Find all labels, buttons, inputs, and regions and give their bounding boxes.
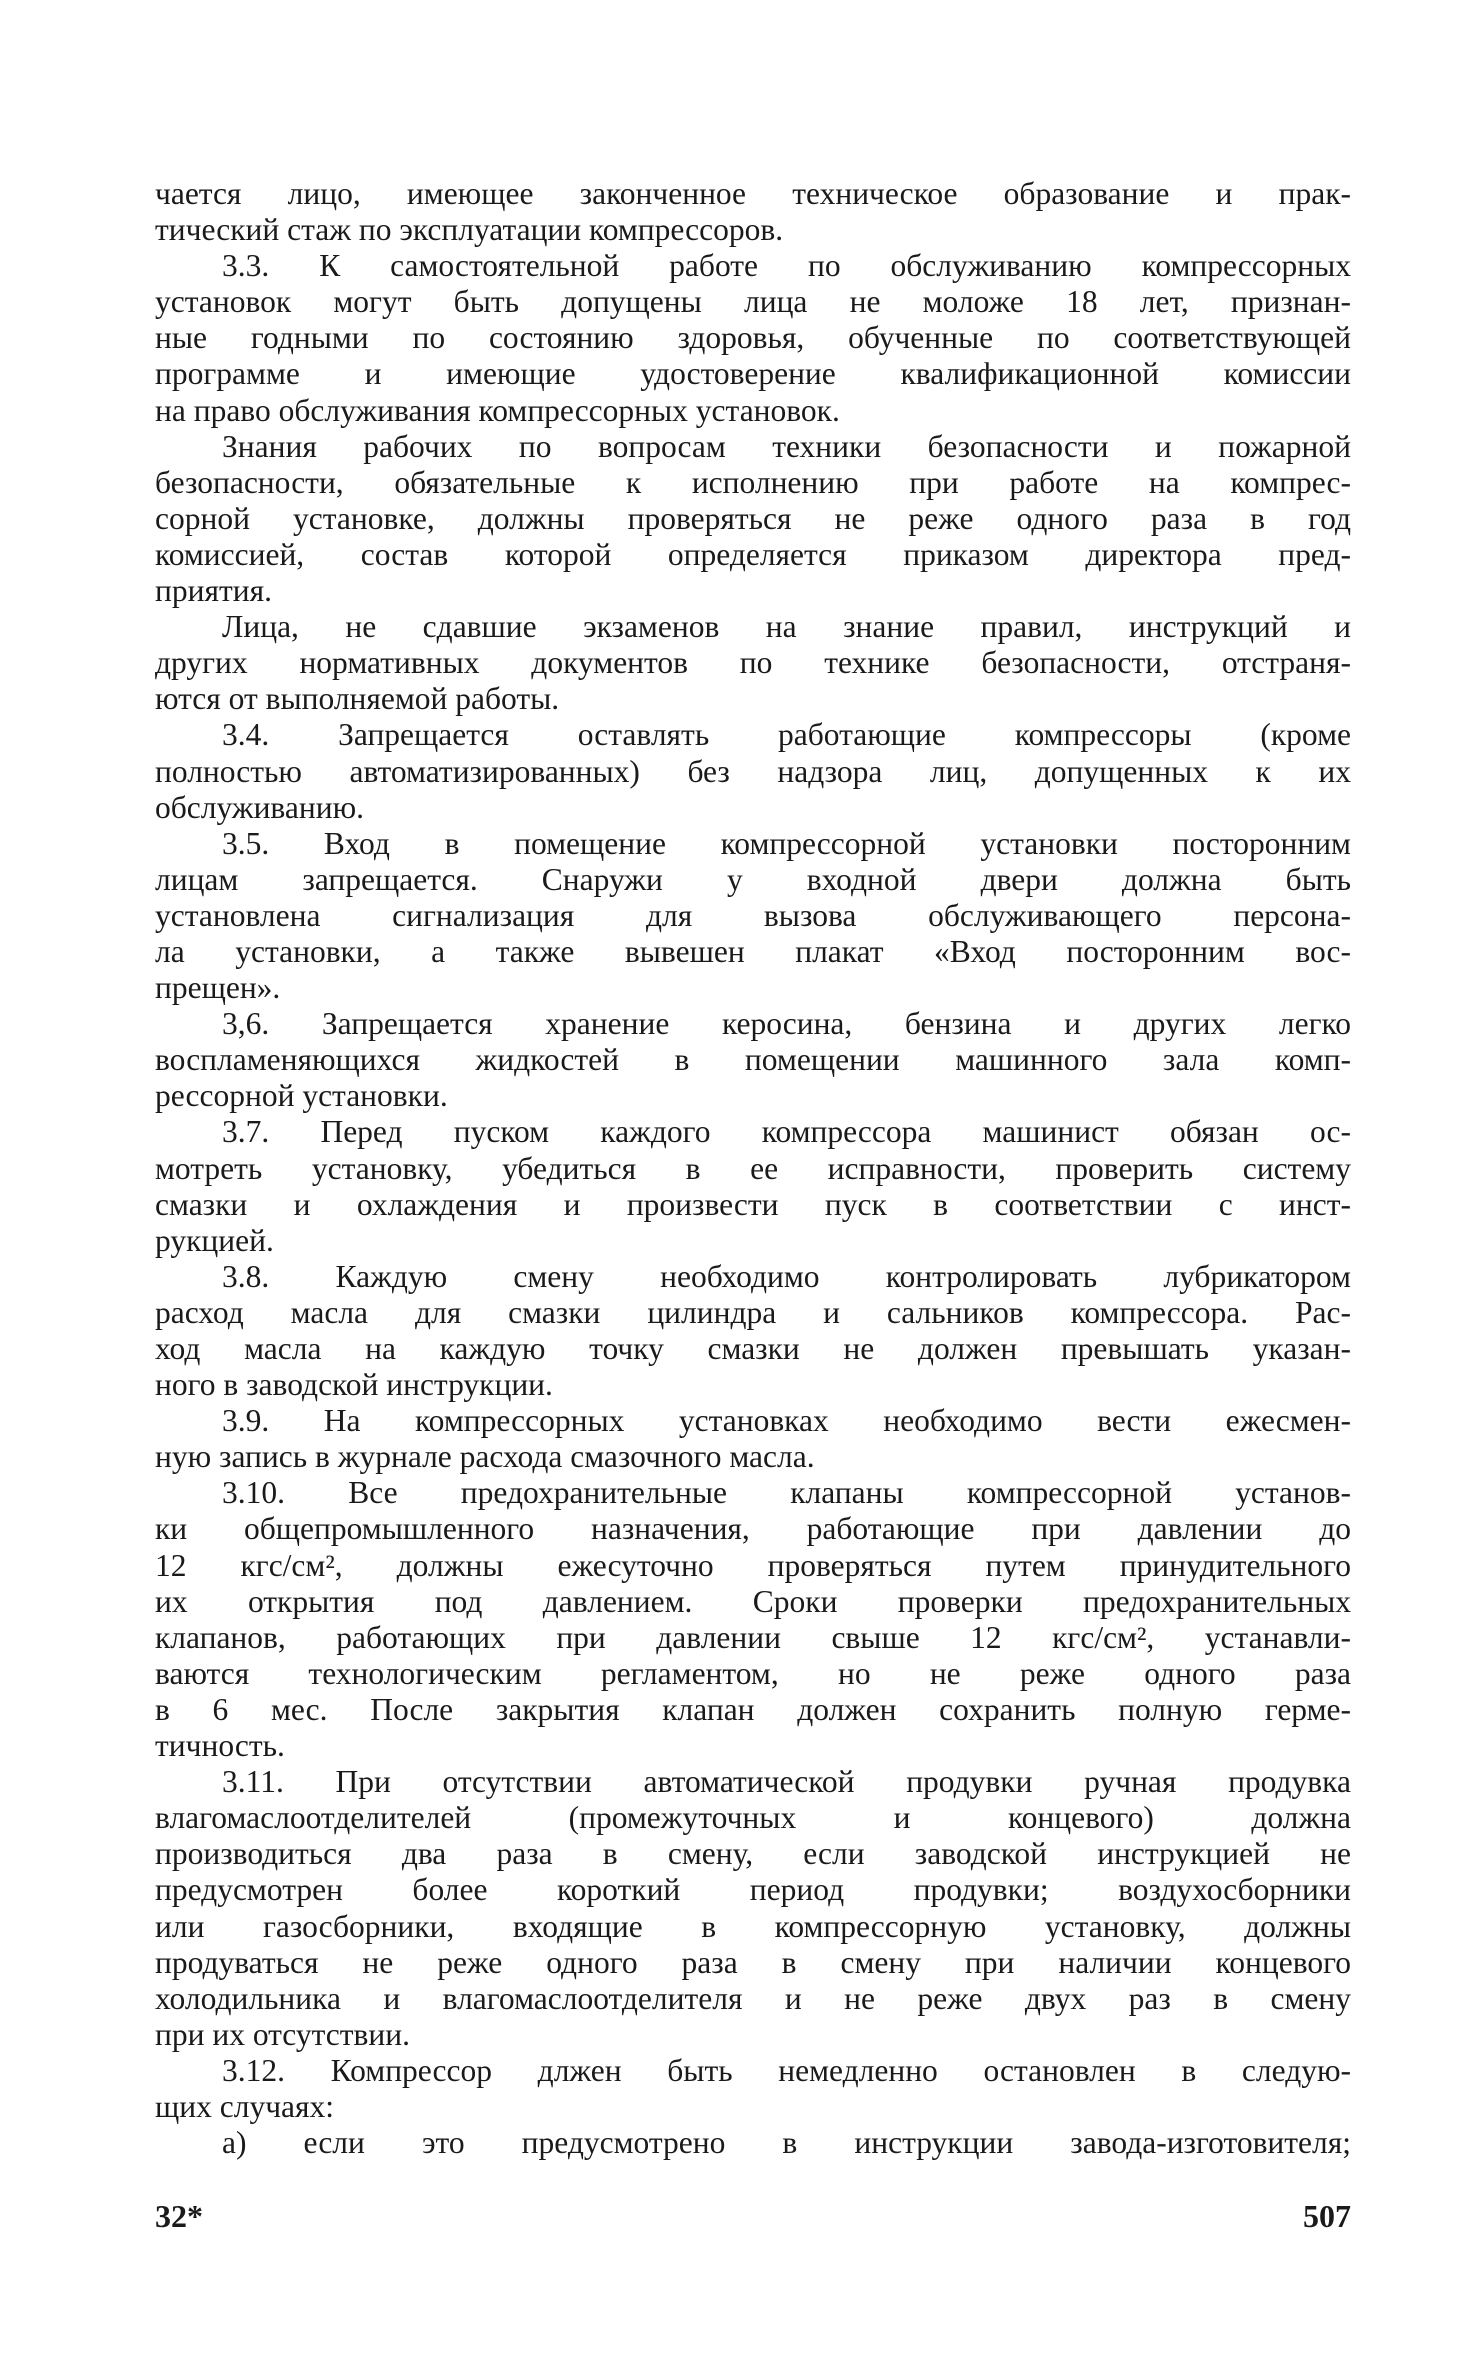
text-line: 3.10. Все предохранительные клапаны компрессорной установ- — [222, 1475, 1351, 1511]
page-body-text — [155, 176, 1351, 2161]
text-line: установок могут быть допущены лица не моложе 18 лет, признан- — [155, 284, 1351, 320]
text-line: сорной установке, должны проверяться не реже одного раза в год — [155, 500, 1351, 536]
page-footer — [155, 2196, 1351, 2236]
text-line: 3.8. Каждую смену необходимо контролировать лубрикатором — [222, 1258, 1351, 1294]
text-line: обслуживанию. — [155, 789, 364, 825]
text-line: безопасности, обязательные к исполнению при работе на компрес- — [155, 464, 1351, 500]
text-line: ные годными по состоянию здоровья, обученные по соответствующей — [155, 320, 1351, 356]
text-line: холодильника и влагомаслоотделителя и не реже двух раз в смену — [155, 1980, 1351, 2016]
text-line: рукцией. — [155, 1222, 274, 1258]
text-line: 3.11. При отсутствии автоматической продувки ручная продувка — [222, 1764, 1351, 1800]
text-line: 3.9. На компрессорных установках необходимо вести ежесмен- — [222, 1403, 1351, 1439]
text-line: щих случаях: — [155, 2088, 335, 2124]
text-line: 12 кгс/см², должны ежесуточно проверяться путем принудительного — [155, 1547, 1351, 1583]
text-line: тический стаж по эксплуатации компрессоров. — [155, 212, 784, 248]
text-line: Знания рабочих по вопросам техники безопасности и пожарной — [222, 428, 1351, 464]
text-line: чается лицо, имеющее законченное техническое образование и прак- — [155, 176, 1351, 211]
text-line: прещен». — [155, 970, 281, 1006]
page-number: 507 — [1303, 2198, 1351, 2234]
text-line: влагомаслоотделителей (промежуточных и концевого) должна — [155, 1800, 1351, 1836]
text-line: мотреть установку, убедиться в ее исправности, проверить систему — [155, 1150, 1351, 1186]
text-line: их открытия под давлением. Сроки проверки предохранительных — [155, 1583, 1351, 1619]
text-line: на право обслуживания компрессорных установок. — [155, 392, 840, 428]
text-line: а) если это предусмотрено в инструкции завода-изготовителя; — [222, 2125, 1351, 2161]
text-line: ного в заводской инструкции. — [155, 1367, 553, 1403]
text-line: смазки и охлаждения и произвести пуск в соответствии с инст- — [155, 1186, 1351, 1222]
text-line: приятия. — [155, 573, 272, 609]
text-line: ла установки, а также вывешен плакат «Вход посторонним вос- — [155, 933, 1351, 969]
text-line: или газосборники, входящие в компрессорную установку, должны — [155, 1908, 1351, 1944]
text-line: рессорной установки. — [155, 1078, 448, 1114]
text-line: тичность. — [155, 1728, 285, 1764]
text-line: клапанов, работающих при давлении свыше 12 кгс/см², устанавли- — [155, 1619, 1351, 1655]
text-line: ную запись в журнале расхода смазочного масла. — [155, 1439, 815, 1475]
text-line: лицам запрещается. Снаружи у входной двери должна быть — [155, 861, 1351, 897]
text-line: 3.5. Вход в помещение компрессорной установки посторонним — [222, 825, 1351, 861]
text-line: ваются технологическим регламентом, но не реже одного раза — [155, 1655, 1351, 1691]
text-line: предусмотрен более короткий период продувки; воздухосборники — [155, 1872, 1351, 1908]
text-line: 3.4. Запрещается оставлять работающие компрессоры (кроме — [222, 717, 1351, 753]
text-line: ются от выполняемой работы. — [155, 681, 560, 717]
text-line: ход масла на каждую точку смазки не должен превышать указан- — [155, 1331, 1351, 1366]
text-line: программе и имеющие удостоверение квалификационной комиссии — [155, 356, 1351, 392]
text-line: ки общепромышленного назначения, работающие при давлении до — [155, 1511, 1351, 1547]
text-line: установлена сигнализация для вызова обслуживающего персона- — [155, 897, 1351, 933]
text-line: 3.12. Компрессор длжен быть немедленно остановлен в следую- — [222, 2052, 1351, 2088]
text-line: расход масла для смазки цилиндра и сальников компрессора. Рас- — [155, 1294, 1351, 1330]
text-line: полностью автоматизированных) без надзора лиц, допущенных к их — [155, 753, 1351, 789]
text-line: комиссией, состав которой определяется приказом директора пред- — [155, 536, 1351, 572]
text-line: 3.3. К самостоятельной работе по обслуживанию компрессорных — [222, 248, 1351, 284]
text-line: производиться два раза в смену, если заводской инструкцией не — [155, 1836, 1351, 1872]
text-line: в 6 мес. После закрытия клапан должен сохранить полную герме- — [155, 1691, 1351, 1727]
text-line: при их отсутствии. — [155, 2016, 410, 2052]
text-line: продуваться не реже одного раза в смену при наличии концевого — [155, 1944, 1351, 1980]
text-line: других нормативных документов по технике безопасности, отстраня- — [155, 645, 1351, 681]
text-line: воспламеняющихся жидкостей в помещении машинного зала комп- — [155, 1042, 1351, 1078]
text-line: 3,6. Запрещается хранение керосина, бензина и других легко — [222, 1006, 1351, 1042]
text-line: 3.7. Перед пуском каждого компрессора машинист обязан ос- — [222, 1114, 1351, 1150]
signature-mark: 32* — [155, 2198, 203, 2234]
text-line: Лица, не сдавшие экзаменов на знание правил, инструкций и — [222, 609, 1351, 645]
